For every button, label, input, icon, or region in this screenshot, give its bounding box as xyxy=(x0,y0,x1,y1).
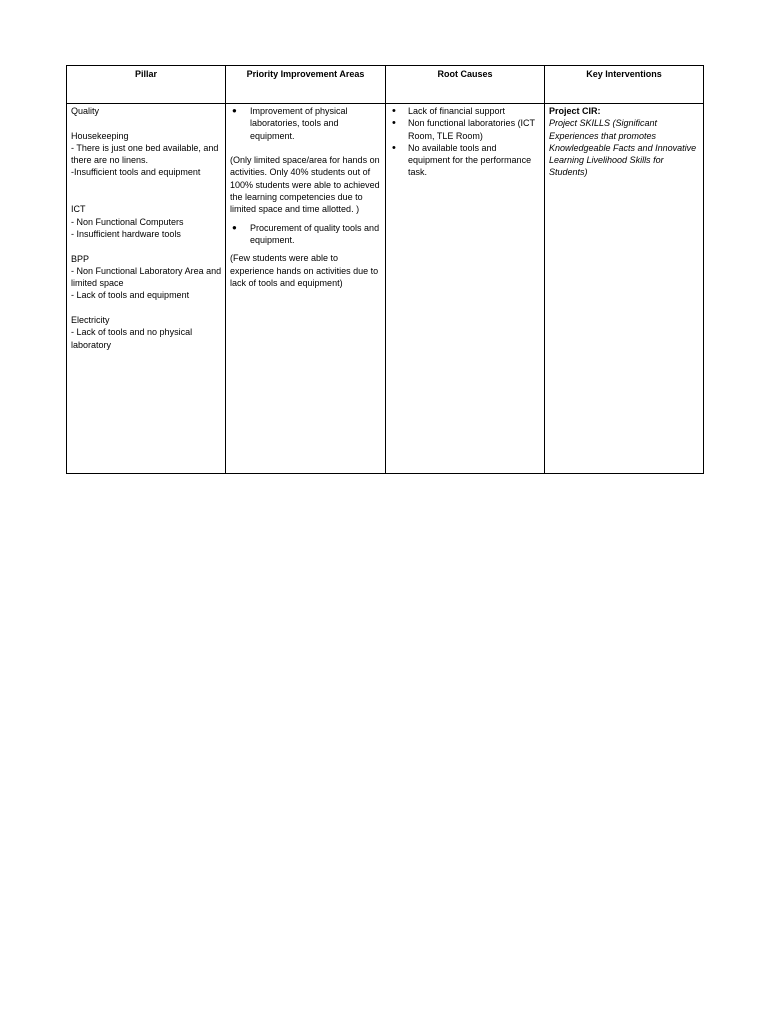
priority-note-2: (Few students were able to experience hands on activities due to lack of tools and equipment) xyxy=(230,253,379,288)
header-priority-improvement-areas: Priority Improvement Areas xyxy=(226,66,386,104)
planning-matrix-table xyxy=(66,65,704,474)
root-cause-item: • No available tools and equipment for the performance task. xyxy=(390,142,541,179)
content-row xyxy=(67,104,704,474)
key-interventions-cell xyxy=(545,104,704,474)
priority-bullet-2: ● Procurement of quality tools and equipment. xyxy=(230,222,382,247)
pillar-electricity-heading: Electricity xyxy=(71,315,110,326)
pillar-cell xyxy=(67,104,226,474)
pillar-ict-heading: ICT xyxy=(71,204,86,215)
root-causes-list xyxy=(390,105,541,179)
pillar-housekeeping-heading: Housekeeping xyxy=(71,130,129,141)
header-key-interventions: Key Interventions xyxy=(545,66,704,104)
header-root-causes: Root Causes xyxy=(386,66,545,104)
pillar-bpp-items: - Non Functional Laboratory Area and limited space - Lack of tools and equipment xyxy=(71,265,222,301)
pillar-bpp-heading: BPP xyxy=(71,253,90,264)
priority-note-1: (Only limited space/area for hands on activities. Only 40% students out of 100% students were able to achieved the learning competencies due to limited space and time allotted. ) xyxy=(230,155,380,215)
pillar-housekeeping-items: - There is just one bed available, and there are no linens. -Insufficient tools and equipment xyxy=(71,142,219,178)
pillar-ict-items: - Non Functional Computers - Insufficient hardware tools xyxy=(71,216,184,239)
intervention-title: Project CIR: xyxy=(549,106,601,116)
root-causes-cell xyxy=(386,104,545,474)
header-pillar: Pillar xyxy=(67,66,226,104)
priority-list-2 xyxy=(230,222,382,247)
priority-list-1 xyxy=(230,105,382,142)
header-row xyxy=(67,66,704,104)
pillar-quality: Quality xyxy=(71,106,100,116)
root-cause-item: • Lack of financial support xyxy=(390,105,541,117)
pillar-electricity-items: - Lack of tools and no physical laboratory xyxy=(71,327,193,350)
priority-cell xyxy=(226,104,386,474)
root-cause-item: • Non functional laboratories (ICT Room, TLE Room) xyxy=(390,117,541,142)
priority-bullet-1: ● Improvement of physical laboratories, tools and equipment. xyxy=(230,105,382,142)
intervention-description: Project SKILLS (Significant Experiences that promotes Knowledgeable Facts and Innovative Learning Livelihood Skills for Students) xyxy=(549,118,697,178)
